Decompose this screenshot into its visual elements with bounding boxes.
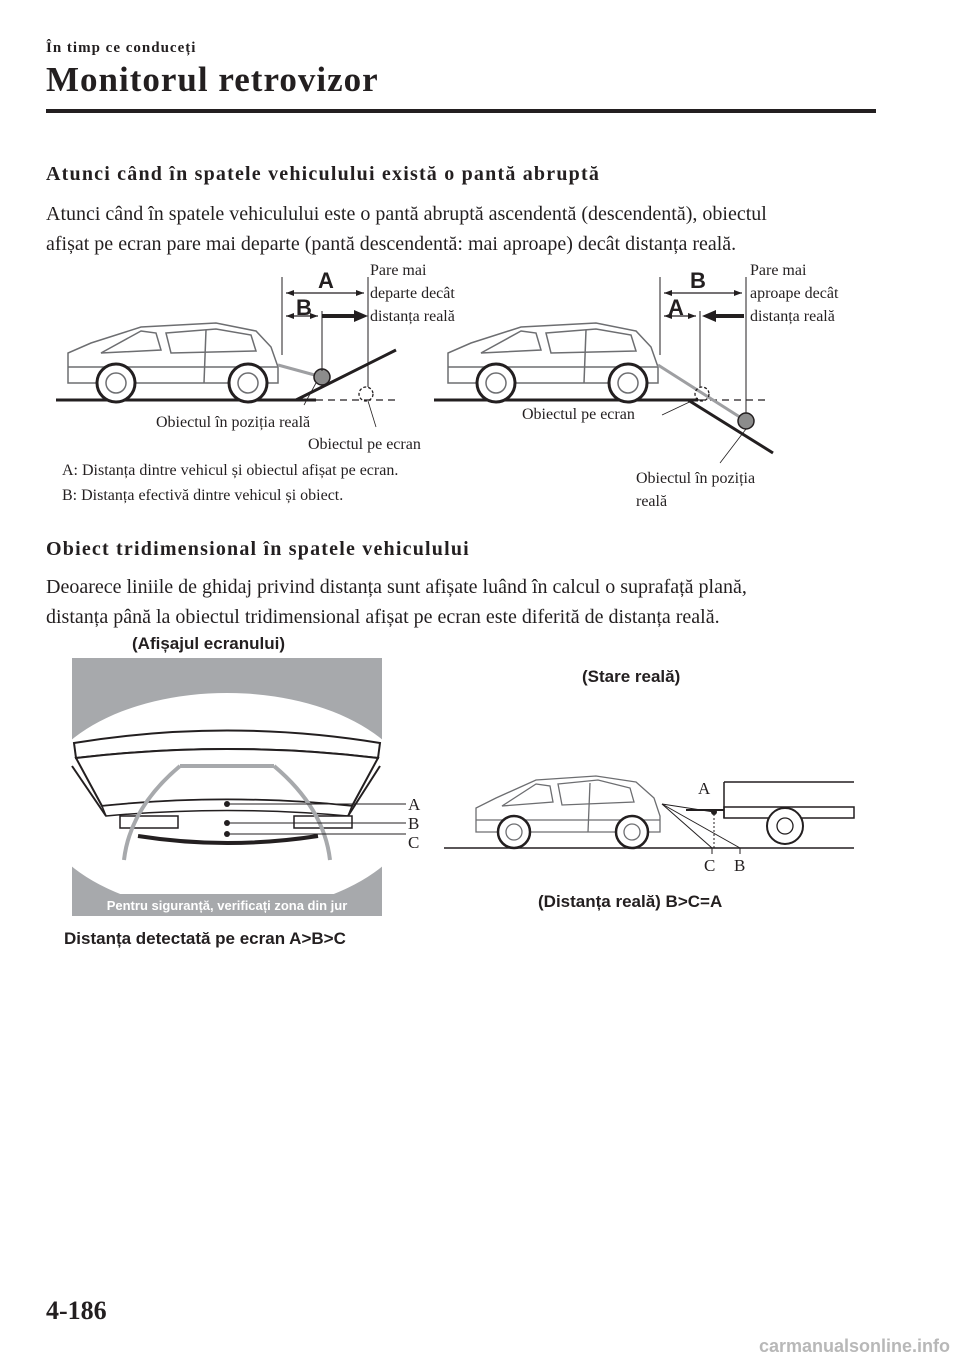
real-result-caption: (Distanța reală) B>C=A [538, 892, 723, 911]
section-heading-slope: Atunci când în spatele vehiculului există o pantă abruptă [46, 163, 601, 185]
callout-line: aproape decât [750, 285, 839, 302]
callout-line: distanța reală [750, 308, 835, 325]
safety-banner: Pentru siguranță, verificați zona din jur [106, 898, 348, 913]
legend-a: A: Distanța dintre vehicul și obiectul afișat pe ecran. [62, 462, 399, 479]
label-a: A [318, 268, 334, 293]
upslope-figure [46, 255, 466, 455]
screen-caption: (Afișajul ecranului) [132, 634, 286, 653]
real-caption: (Stare reală) [582, 667, 681, 686]
marker-c: C [408, 833, 420, 852]
on-screen-label: Obiectul pe ecran [522, 406, 635, 423]
on-screen-label: Obiectul pe ecran [308, 436, 421, 453]
watermark: carmanualsonline.info [758, 1336, 950, 1356]
page-title: Monitorul retrovizor [46, 60, 379, 99]
real-position-label: Obiectul în poziția [636, 470, 756, 487]
title-rule [46, 109, 876, 113]
callout-line: departe decât [370, 285, 455, 302]
object-paragraph-line1: Deoarece liniile de ghidaj privind distanța sunt afișate luând în calcul o suprafață plană, [46, 576, 747, 598]
object-paragraph-line2: distanța până la obiectul tridimensional afișat pe ecran este diferită de distanța reală. [46, 606, 720, 628]
callout-line: Pare mai [750, 262, 807, 279]
marker-a: A [698, 779, 711, 798]
section-heading-3d-object: Obiect tridimensional în spatele vehiculului [46, 538, 470, 560]
real-object-marker [314, 369, 330, 385]
legend-b: B: Distanța efectivă dintre vehicul și obiect. [62, 487, 344, 504]
marker-a: A [408, 795, 421, 814]
callout-line: Pare mai [370, 262, 427, 279]
label-b: B [296, 295, 312, 320]
real-position-label: reală [636, 493, 668, 510]
screen-object-marker [359, 387, 373, 401]
section-kicker: În timp ce conduceți [46, 40, 197, 56]
label-b: B [690, 268, 706, 293]
marker-c: C [704, 856, 716, 875]
page-number: 4-186 [46, 1296, 107, 1325]
real-state-figure [440, 750, 860, 885]
real-object-marker [738, 413, 754, 429]
screen-display-figure [60, 658, 440, 920]
callout-line: distanța reală [370, 308, 455, 325]
slope-paragraph-line2: afișat pe ecran pare mai departe (pantă descendentă: mai aproape) decât distanța reală. [46, 233, 737, 255]
slope-paragraph-line1: Atunci când în spatele vehiculului este o pantă abruptă ascendentă (descendentă), obiectul [46, 203, 767, 225]
real-position-label: Obiectul în poziția reală [156, 414, 311, 431]
label-a: A [668, 295, 684, 320]
screen-result-caption: Distanța detectată pe ecran A>B>C [64, 929, 346, 948]
marker-b: B [734, 856, 746, 875]
downslope-figure [428, 255, 868, 520]
marker-b: B [408, 814, 420, 833]
